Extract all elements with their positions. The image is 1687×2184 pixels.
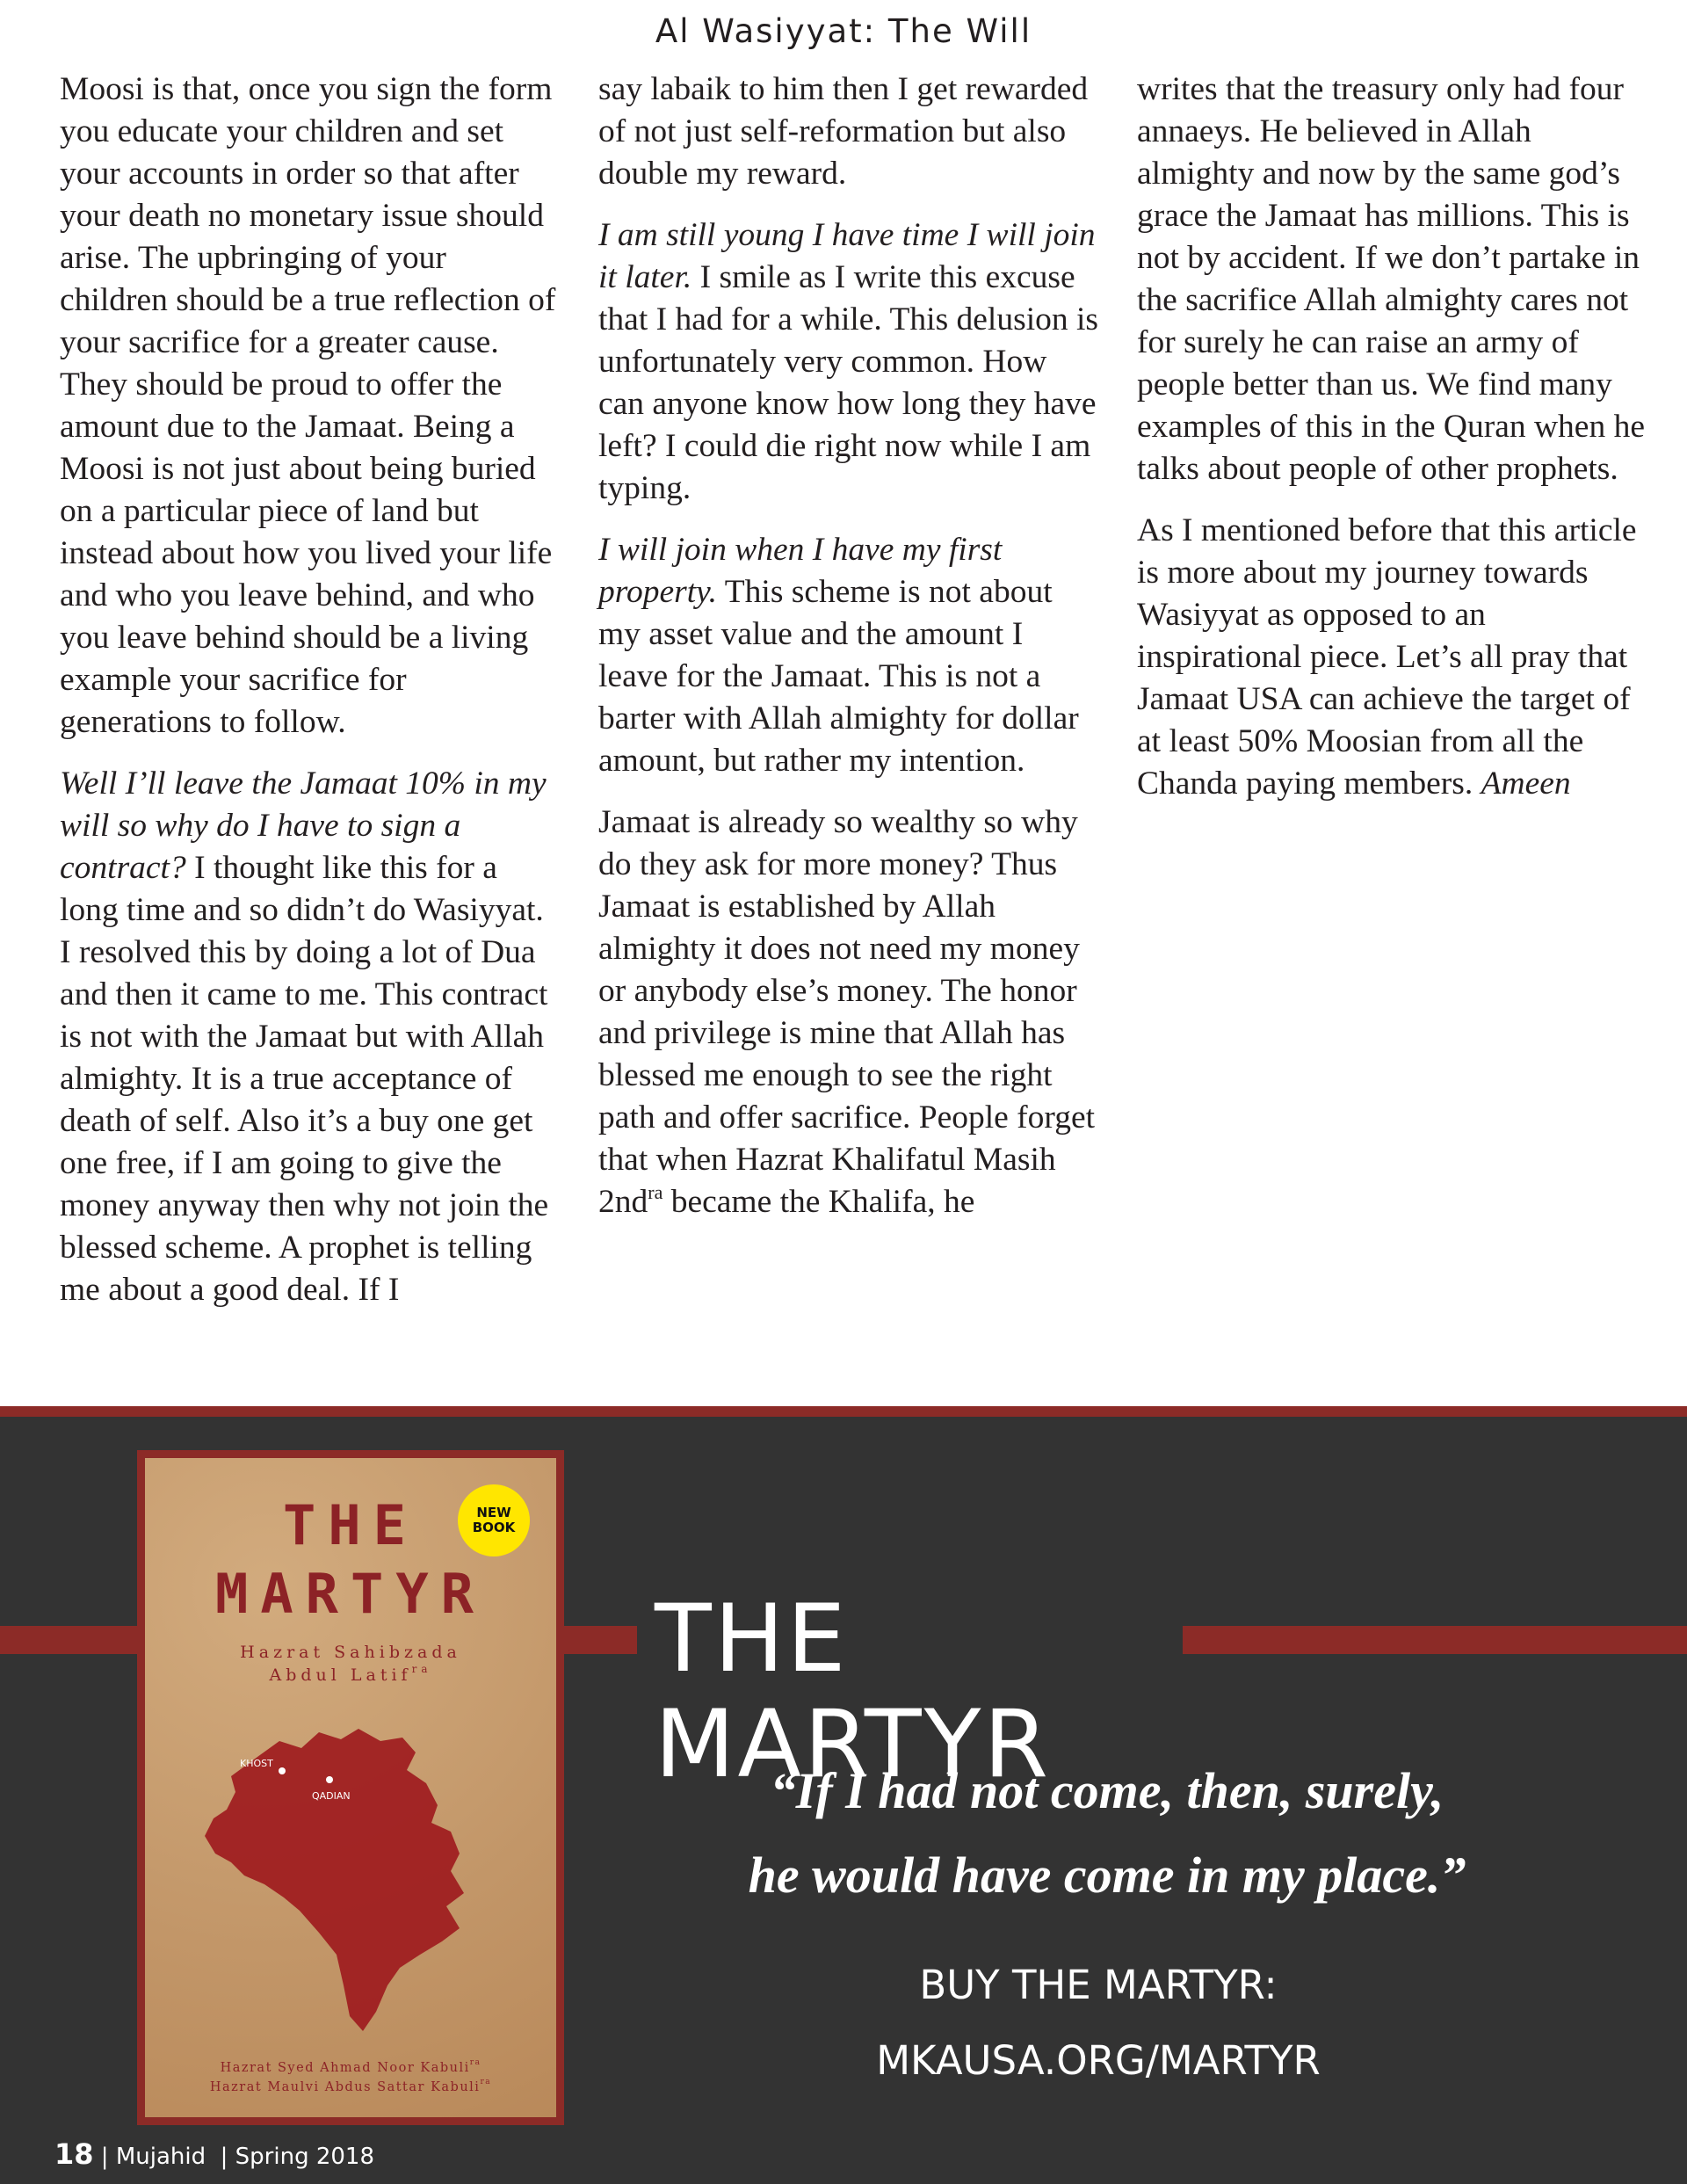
honorific-superscript: ra bbox=[469, 2058, 481, 2068]
paragraph-text: I smile as I write this excuse that I had for a while. This delusion is unfortunately very common. How can anyone know how long they have left? I could die right now while I am typing. bbox=[598, 259, 1099, 506]
map-label-khost: KHOST bbox=[240, 1758, 273, 1769]
ad-quote bbox=[615, 1749, 1599, 1918]
footer-separator: | bbox=[213, 2144, 235, 2170]
book-cover[interactable] bbox=[137, 1450, 564, 2125]
closing-ameen: Ameen bbox=[1481, 765, 1571, 802]
honorific-superscript: ra bbox=[480, 2078, 492, 2087]
honorific-superscript: ra bbox=[648, 1180, 663, 1203]
italic-lead: Well I’ll leave the Jamaat 10% in my will so why do I have to sign a contract? bbox=[60, 765, 547, 886]
book-author-line-1 bbox=[145, 2058, 556, 2075]
book-title-line-1: THE bbox=[283, 1493, 418, 1557]
ad-top-rule bbox=[0, 1406, 1687, 1417]
paragraph bbox=[598, 69, 1099, 195]
paragraph-text: This scheme is not about my asset value and the amount I leave for the Jamaat. This is not a barter with Allah almighty for dollar amount, but rather my intention. bbox=[598, 574, 1079, 779]
map-label-qadian: QADIAN bbox=[312, 1790, 351, 1802]
map-region-shape bbox=[205, 1729, 464, 2031]
paragraph bbox=[598, 529, 1099, 782]
book-author-line-2 bbox=[145, 2080, 556, 2094]
new-book-badge: NEW BOOK bbox=[458, 1484, 530, 1556]
italic-lead: I am still young I have time I will join it later. bbox=[598, 217, 1096, 295]
book-subtitle-line-2 bbox=[145, 1662, 556, 1685]
paragraph-text: became the Khalifa, he bbox=[662, 1184, 975, 1220]
paragraph-text: Jamaat is already so wealthy so why do they ask for more money? Thus Jamaat is established by Allah almighty it does not need my money or anybody else’s money. The honor and privilege is mine that Allah has blessed me enough to see the right path and offer sacrifice. People forget that when Hazrat Khalifatul Masih 2nd bbox=[598, 804, 1096, 1220]
paragraph-text: say labaik to him then I get rewarded of not just self-reformation but also double my reward. bbox=[598, 71, 1089, 192]
publication-name: Mujahid bbox=[115, 2144, 206, 2170]
italic-lead: I will join when I have my first property. bbox=[598, 532, 1003, 610]
paragraph bbox=[598, 802, 1099, 1223]
book-title-line-2: MARTYR bbox=[215, 1562, 486, 1626]
article-column-2 bbox=[598, 69, 1099, 1243]
article-column-3 bbox=[1137, 69, 1647, 824]
paragraph bbox=[1137, 69, 1647, 490]
issue-date: Spring 2018 bbox=[235, 2144, 375, 2170]
author-text: Hazrat Maulvi Abdus Sattar Kabuli bbox=[209, 2080, 481, 2094]
quote-line-1: “If I had not come, then, surely, bbox=[770, 1762, 1444, 1819]
buy-link[interactable]: MKAUSA.ORG/MARTYR bbox=[876, 2037, 1321, 2084]
paragraph bbox=[60, 763, 561, 1311]
paragraph-text: I thought like this for a long time and so didn’t do Wasiyyat. I resolved this by doing a lot of Dua and then it came to me. This contract is not with the Jamaat but with Allah almighty. It is a true acceptance of death of self. Also it’s a buy one get one free, if I am going to give the money anyway then why not join the blessed scheme. A prophet is telling me about a good deal. If I bbox=[60, 850, 549, 1308]
subtitle-text: Abdul Latif bbox=[269, 1665, 412, 1685]
paragraph-text: As I mentioned before that this article is more about my journey towards Wasiyyat as opposed to an inspirational piece. Let’s all pray that Jamaat USA can achieve the target of at least 50% Moosian from all the Chanda paying members. bbox=[1137, 512, 1637, 802]
author-text: Hazrat Syed Ahmad Noor Kabuli bbox=[220, 2061, 470, 2075]
khost-marker bbox=[279, 1767, 286, 1774]
paragraph bbox=[598, 214, 1099, 510]
footer-separator: | bbox=[100, 2144, 116, 2170]
paragraph-text: Moosi is that, once you sign the form you educate your children and set your accounts in order so that after your death no monetary issue should arise. The upbringing of your children should be a true reflection of your sacrifice for a greater cause. They should be proud to offer the amount due to the Jamaat. Being a Moosi is not just about being buried on a particular piece of land but instead about how you lived your life and who you leave behind, and who you leave behind should be a living example your sacrifice for generations to follow. bbox=[60, 71, 556, 740]
paragraph bbox=[60, 69, 561, 744]
qadian-marker bbox=[326, 1776, 333, 1783]
page-footer bbox=[54, 2137, 374, 2171]
running-title: Al Wasiyyat: The Will bbox=[655, 12, 1032, 50]
ad-stripe-right bbox=[1183, 1626, 1687, 1654]
book-subtitle-line-1: Hazrat Sahibzada bbox=[240, 1643, 461, 1662]
paragraph-text: writes that the treasury only had four annaeys. He believed in Allah almighty and now by the same god’s grace the Jamaat has millions. This is not by accident. If we don’t partake in the sacrifice Allah almighty cares not for surely he can raise an army of people better than us. We find many examples of this in the Quran when he talks about people of other prophets. bbox=[1137, 71, 1645, 487]
map-illustration bbox=[196, 1722, 521, 2038]
article-column-1 bbox=[60, 69, 561, 1331]
ad-heading: THE MARTYR bbox=[655, 1585, 1052, 1798]
honorific-superscript: ra bbox=[411, 1662, 432, 1675]
page-number: 18 bbox=[54, 2137, 94, 2171]
buy-prompt: BUY THE MARTYR: bbox=[919, 1962, 1278, 2008]
quote-line-2: he would have come in my place.” bbox=[748, 1847, 1466, 1904]
paragraph bbox=[1137, 510, 1647, 805]
